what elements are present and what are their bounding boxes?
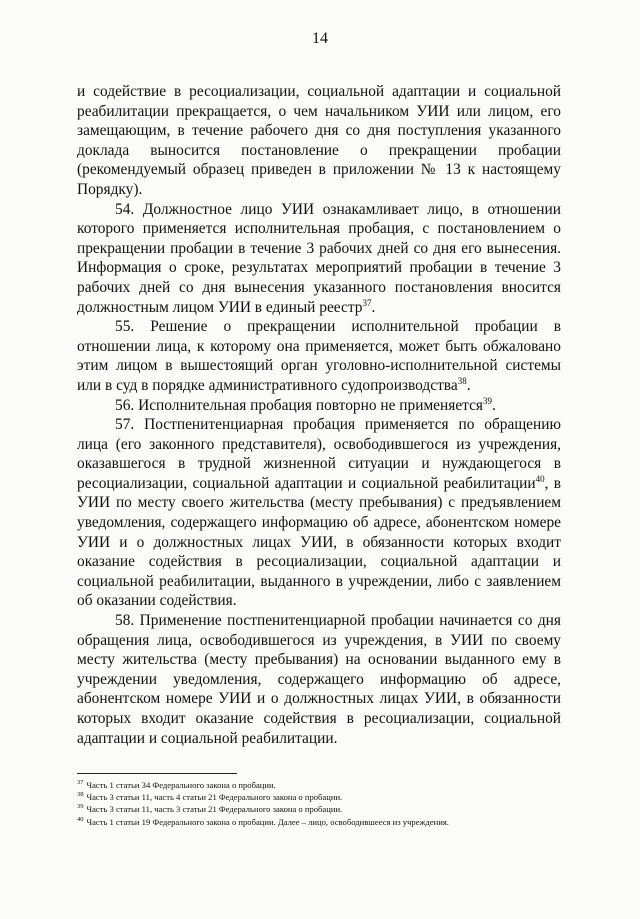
paragraph-tail: .	[466, 376, 471, 394]
footnote-text: Часть 3 статьи 11, часть 4 статьи 21 Федерального закона о пробации.	[86, 792, 343, 803]
footnote-number: 40	[77, 815, 84, 823]
footnote-number: 37	[77, 779, 84, 787]
paragraph-57	[77, 415, 561, 611]
footnote-ref-38[interactable]: 38	[457, 375, 467, 386]
footnote-39	[77, 803, 561, 815]
footnote-40	[77, 816, 561, 828]
footnote-38	[77, 791, 561, 803]
paragraph-56	[77, 396, 561, 416]
paragraph-tail: .	[492, 396, 496, 414]
footnote-ref-39[interactable]: 39	[483, 395, 492, 406]
document-body	[77, 82, 561, 748]
paragraph-text: и содействие в ресоциализации, социальной адаптации и социальной реабилитации прекращается, о чем начальником УИИ или лицом, его замещающим, в течение рабочего дня со дня поступления указанного доклада выносится постановление о прекращении пробации (рекомендуемый образец приведен в приложении № 13 к настоящему Порядку).	[77, 83, 561, 198]
paragraph-tail: , в УИИ по месту своего жительства (месту пребывания) с предъявлением уведомления, содержащего информацию об адресе, абонентском номере УИИ и о должностных лицах УИИ, в обязанности которых входит оказание содействия в ресоциализации, социальной адаптации и социальной реабилитации, выданного в учреждении, либо с заявлением об оказании содействия.	[77, 474, 561, 610]
footnote-text: Часть 3 статьи 11, часть 3 статьи 21 Федерального закона о пробации.	[86, 804, 343, 815]
footnote-text: Часть 1 статьи 19 Федерального закона о пробации. Далее – лицо, освободившееся из учреждения.	[86, 816, 449, 827]
footnote-ref-37[interactable]: 37	[362, 297, 372, 308]
paragraph-tail: .	[371, 298, 376, 316]
paragraph-58	[77, 611, 561, 748]
footnote-number: 39	[77, 803, 84, 811]
footnote-37	[77, 779, 561, 791]
paragraph-text: 58. Применение постпенитенциарной пробации начинается со дня обращения лица, освободившегося из учреждения, в УИИ по своему месту жительства (месту пребывания) на основании выданного ему в учреждении уведомления, содержащего информацию об адресе, абонентском номере УИИ и о должностных лицах УИИ, в обязанности которых входит оказание содействия в ресоциализации, социальной адаптации и социальной реабилитации.	[77, 612, 561, 747]
footnote-number: 38	[77, 791, 84, 799]
footnote-text: Часть 1 статьи 34 Федерального закона о пробации.	[86, 780, 276, 790]
footnotes	[77, 779, 561, 828]
paragraph-55	[77, 317, 561, 395]
paragraph-text: 55. Решение о прекращении исполнительной пробации в отношении лица, к которому она применяется, может быть обжаловано этим лицом в вышестоящий орган уголовно-исполнительной системы или в суд в порядке административного судопроизводства	[77, 318, 561, 394]
paragraph-text: 57. Постпенитенциарная пробация применяется по обращению лица (его законного представителя), освободившегося из учреждения, оказавшегося в трудной жизненной ситуации и нуждающегося в ресоциализации, социальной адаптации и социальной реабилитации	[77, 416, 561, 492]
footnote-divider	[77, 773, 237, 774]
paragraph-continuation	[77, 82, 561, 200]
page-number: 14	[312, 30, 328, 47]
paragraph-text: 54. Должностное лицо УИИ ознакамливает лицо, в отношении которого применяется исполнительная пробация, с постановлением о прекращении пробации в течение 3 рабочих дней со дня его вынесения. Информация о сроке, результатах мероприятий пробации в течение 3 рабочих дней со дня вынесения указанного постановления вносится должностным лицом УИИ в единый реестр	[77, 200, 561, 316]
paragraph-text: 56. Исполнительная пробация повторно не применяется	[115, 396, 483, 414]
footnote-ref-40[interactable]: 40	[535, 473, 545, 484]
paragraph-54	[77, 200, 561, 318]
